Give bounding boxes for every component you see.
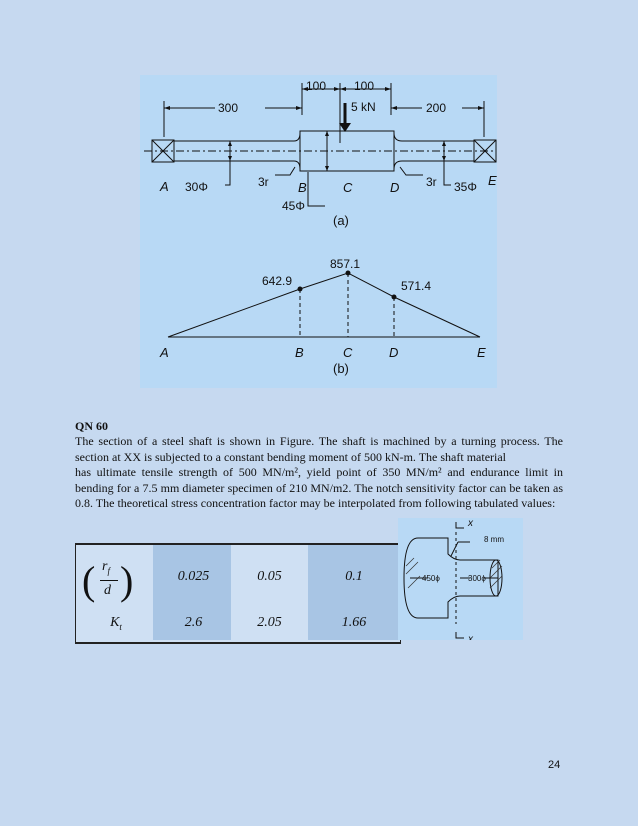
shaft-figure (140, 75, 497, 388)
section-x-top: x (468, 518, 473, 529)
caption-b: (b) (333, 361, 349, 376)
question-text (75, 434, 563, 512)
dia-45: 45Φ (282, 199, 305, 213)
section-figure (398, 518, 523, 640)
radius-label: 8 mm (484, 535, 504, 544)
moment-d: 571.4 (401, 279, 432, 293)
caption-a: (a) (333, 213, 349, 228)
question-title: QN 60 (75, 419, 108, 433)
moment-c: 857.1 (330, 257, 361, 271)
fillet-left: 3r (258, 175, 269, 189)
bm-point-d: D (389, 345, 399, 360)
rf-d-value-3: 0.1 (345, 569, 363, 584)
dia-300: 300ϕ (468, 574, 486, 583)
stress-factor-table (75, 543, 401, 644)
bm-point-e: E (477, 345, 486, 360)
rf-d-value-1: 0.025 (177, 569, 210, 584)
section-x-bottom: x (468, 634, 473, 640)
page-number: 24 (548, 759, 561, 771)
dia-30: 30Φ (185, 180, 208, 194)
point-e: E (488, 173, 497, 188)
point-b: B (298, 180, 307, 195)
bm-point-c: C (343, 345, 353, 360)
dim-200: 200 (426, 101, 447, 115)
question-line-1: The section of a steel shaft is shown in Figure. The shaft is machined by a turning process. The section at XX is subjected to a constant bending moment of 500 kN-m. The shaft material (75, 434, 563, 464)
dim-100-right: 100 (354, 79, 375, 93)
load-label: 5 kN (351, 100, 376, 114)
moment-b: 642.9 (262, 274, 293, 288)
rf-d-label: ( $r_f$ d ) (82, 558, 134, 603)
dia-450: 450ϕ (422, 574, 440, 583)
rf-d-value-2: 0.05 (257, 569, 282, 584)
dim-300: 300 (218, 101, 239, 115)
point-c: C (343, 180, 353, 195)
bm-point-a: A (160, 345, 169, 360)
kt-value-1: 2.6 (184, 615, 203, 630)
dim-100-left: 100 (306, 79, 327, 93)
point-d: D (390, 180, 400, 195)
question-line-2: has ultimate tensile strength of 500 MN/m², yield point of 350 MN/m² and endurance limit in bending for a 7.5 mm diameter specimen of 210 MN/m2. The notch sensitivity factor can be taken as 0.8. The theoretical stress concentration factor may be interpolated from following tabulated values: (75, 465, 563, 510)
kt-value-3: 1.66 (341, 615, 367, 630)
bm-point-b: B (295, 345, 304, 360)
dia-35: 35Φ (454, 180, 477, 194)
point-a: A (160, 179, 169, 194)
kt-value-2: 2.05 (257, 615, 282, 630)
kt-label: $K_t$ (110, 615, 122, 632)
fillet-right: 3r (426, 175, 437, 189)
